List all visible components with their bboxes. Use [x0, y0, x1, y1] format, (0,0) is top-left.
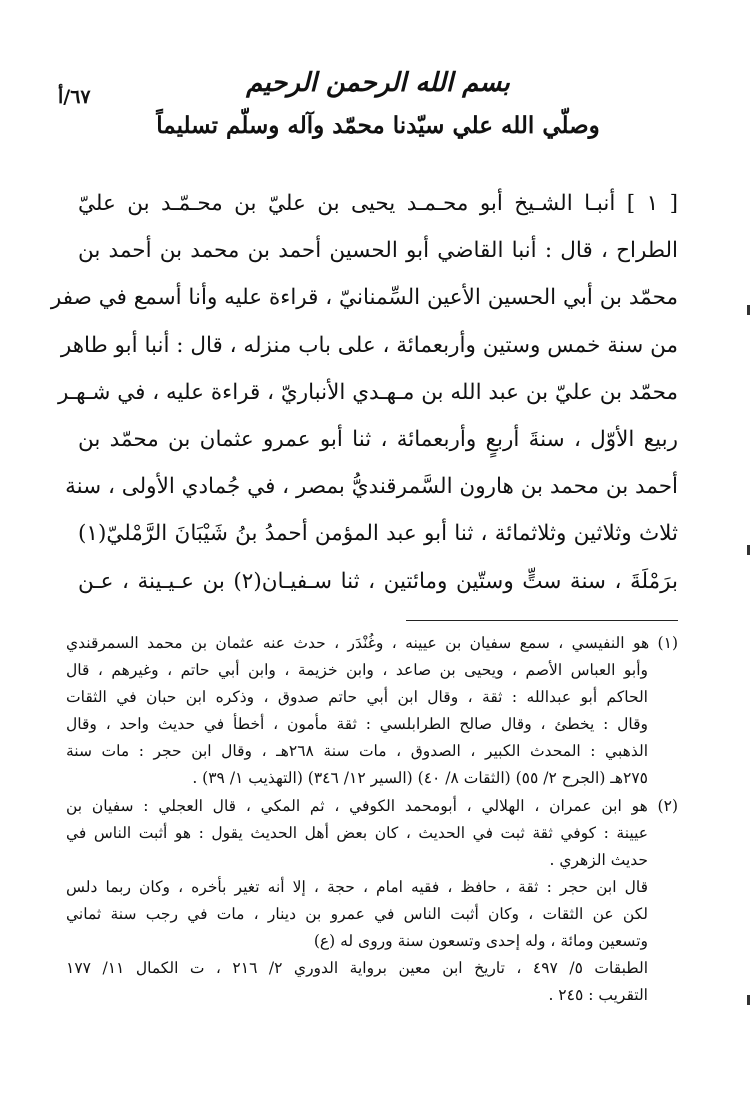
footnote-line: التقريب : ٢٤٥ .	[548, 986, 648, 1005]
footnote-line: لكن عن الثقات ، وكان أثبت الناس في عمرو بن دينار ، مات في رجب سنة ثماني	[66, 904, 648, 923]
footnote-line: وأبو العباس الأصم ، ويحيى بن صاعد ، وابن خزيمة ، وابن أبي حاتم ، وغيرهم ، قال	[66, 661, 648, 680]
footnote-line: الطبقات ٥/ ٤٩٧ ، تاريخ ابن معين برواية الدوري ٢/ ٢١٦ ، ت الكمال ١١/ ١٧٧	[66, 959, 648, 978]
main-text-line: ربيع الأوّل ، سنةَ أربعٍ وأربعمائة ، ثنا أبو عمرو عثمان بن محمّد بن	[78, 426, 678, 452]
footnotes-block	[66, 630, 678, 1009]
footnote-line: الحاكم أبو عبدالله : ثقة ، وقال ابن أبي حاتم صدوق ، وذكره ابن حبان في الثقات	[66, 688, 648, 707]
main-text-line: الطراح ، قال : أنبا القاضي أبو الحسين أحمد بن محمد بن أحمد بن	[78, 238, 678, 264]
main-text-block	[50, 180, 678, 605]
footnote-line: حديث الزهري .	[549, 850, 648, 869]
footnote-line: وتسعين ومائة ، وله إحدى وتسعون سنة وروى له (ع)	[313, 932, 648, 951]
footnote-separator	[406, 620, 678, 621]
footnote-line: ٢٧٥هـ (الجرح ٢/ ٥٥) (الثقات ٨/ ٤٠) (السير ١٢/ ٣٤٦) (التهذيب ١/ ٣٩) .	[192, 769, 648, 788]
main-text-line: محمّد بن عليّ بن عبد الله بن مـهـدي الأنباريّ ، قراءة عليه ، في شـهـر	[58, 379, 678, 405]
main-text-line: من سنة خمس وستين وأربعمائة ، على باب منزله ، قال : أنبا أبو طاهر	[60, 332, 678, 358]
main-text-line: ثلاث وثلاثين وثلاثمائة ، ثنا أبو عبد المؤمن أحمدُ بنُ شَيْبَانَ الرَّمْليّ(١)	[78, 521, 678, 547]
margin-tick	[747, 995, 750, 1005]
main-text-line: [ ١ ] أنبـا الشـيخ أبو محـمـد يحيى بن عليّ بن محـمّـد بن عليّ	[78, 191, 678, 216]
main-text-line: أحمد بن محمد بن هارون السَّمرقنديُّ بمصر ، في جُمادي الأولى ، سنة	[65, 474, 678, 500]
salawat-heading: وصلّي الله علي سيّدنا محمّد وآله وسلّم تسليماً	[156, 112, 600, 139]
margin-tick	[747, 305, 750, 315]
margin-tick	[747, 545, 750, 555]
footnote-line: وقال : يخطئ ، وقال صالح الطرابلسي : ثقة مأمون ، أخطأ في حديث واحد ، وقال	[66, 715, 648, 734]
footnote-line: (١) هو النفيسي ، سمع سفيان بن عيينه ، وغُنْدَر ، حدث عنه عثمان بن محمد السمرقندي	[66, 634, 678, 652]
main-text-line: محمّد بن أبي الحسين الأعين السِّمنانيّ ، قراءة عليه وأنا أسمع في صفر	[50, 285, 678, 311]
footnote-line: قال ابن حجر : ثقة ، حافظ ، فقيه امام ، حجة ، إلا أنه تغير بأخره ، وكان ربما دلس	[66, 877, 648, 896]
footnote-line: عيينة : كوفي ثقة ثبت في الحديث ، كان بعض أهل الحديث يقول : هو أثبت الناس في	[66, 823, 648, 842]
footnote-line: (٢) هو ابن عمران ، الهلالي ، أبومحمد الكوفي ، ثم المكي ، قال العجلي : سفيان بن	[66, 796, 678, 815]
folio-number: ٦٧/أ	[58, 86, 91, 108]
basmala-heading: بسم الله الرحمن الرحيم	[246, 68, 510, 98]
footnote-line: الذهبي : المحدث الكبير ، الصدوق ، مات سنة ٢٦٨هـ ، وقال ابن حجر : مات سنة	[66, 742, 648, 761]
main-text-line: برَمْلَةَ ، سنة ستٍّ وستّين ومائتين ، ثنا سـفيـان(٢) بن عـيـينة ، عـن	[78, 568, 678, 594]
